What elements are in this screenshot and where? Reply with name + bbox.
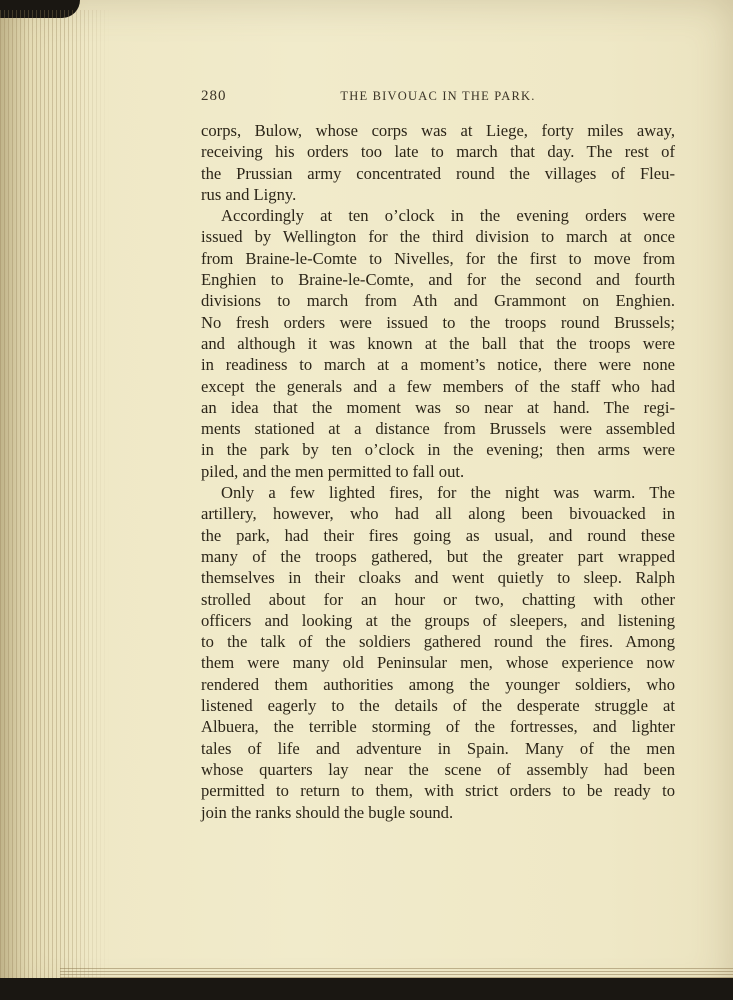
text-line: join the ranks should the bugle sound.	[201, 802, 454, 822]
text-line: them were many old Peninsular men, whose experience now	[201, 653, 675, 673]
text-line: tales of life and adventure in Spain. Many of the men	[201, 738, 675, 758]
text-line: rendered them authorities among the younger soldiers, who	[201, 674, 675, 694]
text-line: artillery, however, who had all along been bivouacked in	[201, 504, 675, 524]
text-line: No fresh orders were issued to the troops round Brussels;	[201, 312, 675, 332]
page-header	[201, 88, 675, 110]
text-line: except the generals and a few members of the staff who had	[201, 376, 675, 396]
text-line: piled, and the men permitted to fall out.	[201, 461, 465, 481]
text-line: ments stationed at a distance from Brussels were assembled	[201, 419, 675, 439]
scan-background-bottom	[0, 978, 733, 1000]
text-line: from Braine-le-Comte to Nivelles, for the first to move from	[201, 248, 675, 268]
text-line: many of the troops gathered, but the greater part wrapped	[201, 546, 675, 566]
text-line: and although it was known at the ball that the troops were	[201, 333, 675, 353]
text-line: to the talk of the soldiers gathered round the fires. Among	[201, 632, 675, 652]
text-line: permitted to return to them, with strict orders to be ready to	[201, 781, 675, 801]
text-line: issued by Wellington for the third division to march at once	[201, 227, 675, 247]
text-line: listened eagerly to the details of the desperate struggle at	[201, 696, 675, 716]
running-title: THE BIVOUAC IN THE PARK.	[340, 89, 536, 103]
text-line: rus and Ligny.	[201, 184, 297, 204]
text-line: in the park by ten o’clock in the evening; then arms were	[201, 440, 675, 460]
text-line: the Prussian army concentrated round the villages of Fleu-	[201, 163, 675, 183]
text-line: the park, had their fires going as usual, and round these	[201, 525, 675, 545]
text-line: corps, Bulow, whose corps was at Liege, forty miles away,	[201, 121, 675, 140]
text-line: divisions to march from Ath and Grammont on Enghien.	[201, 291, 675, 311]
text-line: an idea that the moment was so near at hand. The regi-	[201, 397, 675, 417]
text-line: Enghien to Braine-le-Comte, and for the second and fourth	[201, 270, 675, 290]
page-stack-edges	[0, 10, 110, 980]
body-text	[201, 120, 675, 823]
text-line: strolled about for an hour or two, chatting with other	[201, 589, 675, 609]
page-number: 280	[201, 88, 227, 104]
text-line: whose quarters lay near the scene of assembly had been	[201, 759, 675, 779]
text-line: Albuera, the terrible storming of the fortresses, and lighter	[201, 717, 675, 737]
text-line: themselves in their cloaks and went quietly to sleep. Ralph	[201, 568, 675, 588]
text-line: in readiness to march at a moment’s notice, there were none	[201, 355, 675, 375]
text-line: Accordingly at ten o’clock in the evening orders were	[221, 206, 675, 226]
text-line: Only a few lighted fires, for the night was warm. The	[221, 483, 675, 503]
text-line: officers and looking at the groups of sleepers, and listening	[201, 610, 675, 630]
text-line: receiving his orders too late to march that day. The rest of	[201, 142, 675, 162]
